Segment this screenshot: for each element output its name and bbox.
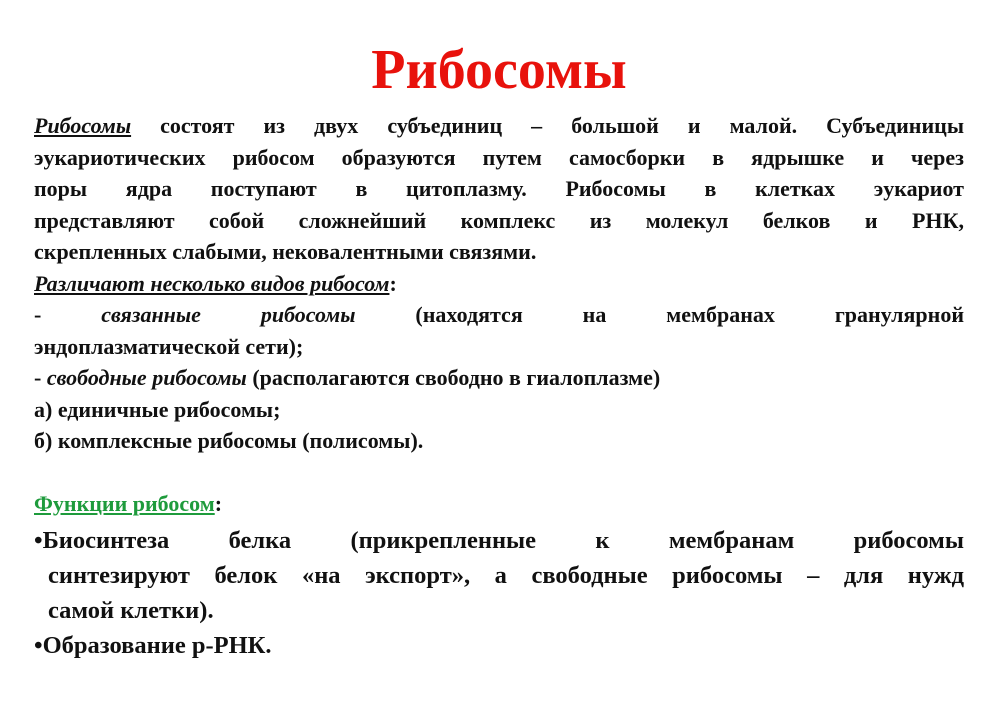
types-heading-colon: : [389,270,397,296]
bound-ribosomes-term: связанные рибосомы [101,302,356,327]
bound-ribosomes-desc: (находятся на мембранах гранулярной [355,302,964,327]
dash: - [34,302,102,327]
free-ribosomes-desc: (располагаются свободно в гиалоплазме) [246,365,661,390]
types-item-free [34,362,964,394]
sub-item-a: а) единичные рибосомы; [34,396,281,422]
free-ribosomes-term: свободные рибосомы [46,365,247,390]
slide-content [34,110,964,663]
intro-text: состоят из двух субъединиц – большой и малой. Субъединицы [131,113,964,138]
functions-heading: Функции рибосом [34,490,215,516]
types-item-bound [34,299,964,331]
intro-line: представляют собой сложнейший комплекс из молекул белков и РНК, [34,207,964,233]
intro-line: скрепленных слабыми, нековалентными связями. [34,239,537,264]
functions-heading-colon: : [214,490,223,516]
function-bullet-1-cont: самой клетки). [48,597,214,624]
intro-term: Рибосомы [34,113,132,138]
function-bullet-1-cont: синтезируют белок «на экспорт», а свободные рибосомы – для нужд [48,562,964,589]
slide-title: Рибосомы [371,39,627,101]
types-heading-line [34,268,964,300]
spacer [34,457,964,488]
function-bullet-2: •Образование р-РНК. [34,632,272,659]
sub-item-b: б) комплексные рибосомы (полисомы). [34,428,424,453]
functions-heading-line [34,488,964,520]
dash: - [34,365,47,390]
intro-paragraph [34,110,964,268]
function-bullet-1: •Биосинтеза белка (прикрепленные к мембранам рибосомы [34,527,964,554]
types-item-bound-cont: эндоплазматической сети); [34,333,304,359]
intro-line: поры ядра поступают в цитоплазму. Рибосомы в клетках эукариот [34,176,964,201]
functions-list [34,523,964,663]
intro-line [34,110,964,142]
intro-line: эукариотических рибосом образуются путем самосборки в ядрышке и через [34,144,964,170]
types-heading: Различают несколько видов рибосом [34,270,390,296]
